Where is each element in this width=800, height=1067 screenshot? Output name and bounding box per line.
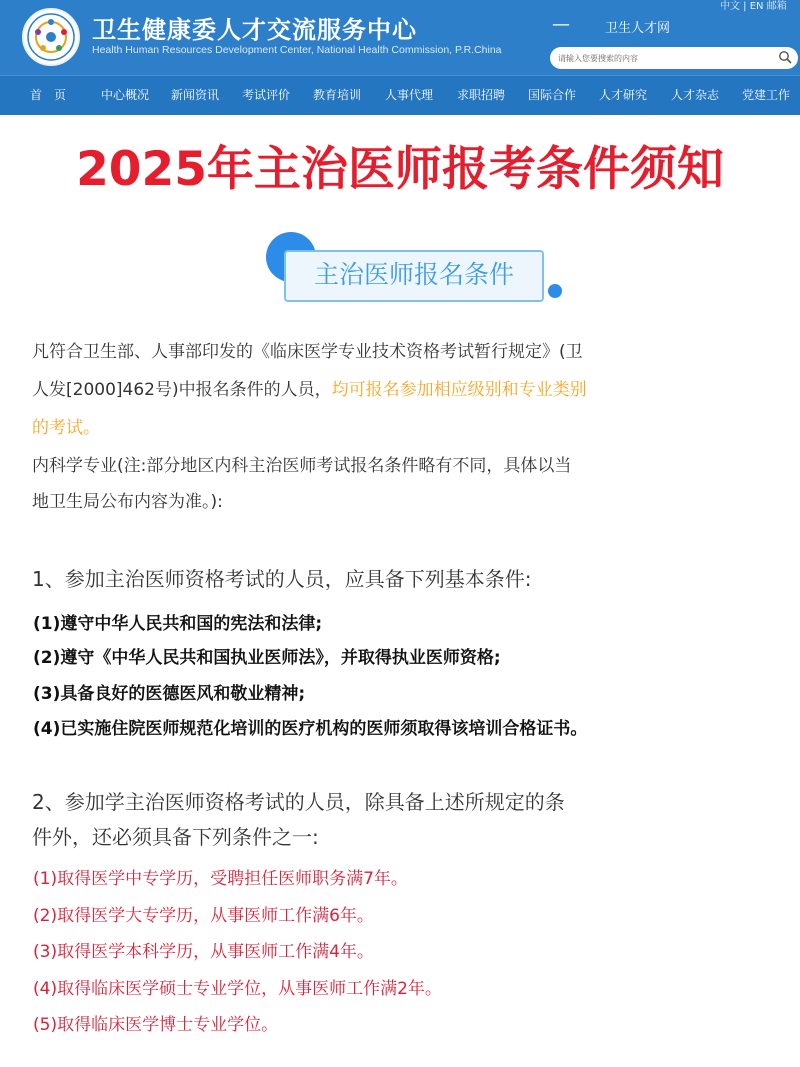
header-divider: — [552, 14, 570, 35]
nav-item-party[interactable]: 党建工作 [742, 88, 791, 102]
qualification-item: (3)取得医学本科学历，从事医师工作满4年。 [33, 942, 374, 962]
nav-item-personnel[interactable]: 人事代理 [385, 88, 434, 102]
section-2-title-line-2: 件外，还必须具备下列条件之一: [32, 825, 319, 849]
search-box [550, 47, 798, 69]
intro-highlight: 均可报名参加相应级别和专业类别 [331, 380, 587, 400]
nav-item-home[interactable]: 首 页 [30, 88, 67, 102]
main-nav [0, 75, 800, 115]
requirement-item: (1)遵守中华人民共和国的宪法和法律; [33, 614, 323, 634]
section-2-title-line-1: 2、参加学主治医师资格考试的人员，除具备上述所规定的条 [32, 790, 565, 814]
intro-line-2 [32, 378, 587, 402]
nav-item-training[interactable]: 教育培训 [313, 88, 362, 102]
nav-item-exam[interactable]: 考试评价 [242, 88, 291, 102]
language-switch[interactable]: 中文 | EN 邮箱 [720, 1, 787, 12]
qualification-item: (2)取得医学大专学历，从事医师工作满6年。 [33, 906, 374, 926]
nav-item-magazine[interactable]: 人才杂志 [671, 88, 720, 102]
emblem-icon [24, 10, 78, 64]
decorative-dot [548, 284, 562, 298]
article-title: 2025年主治医师报考条件须知 [76, 142, 724, 197]
intro-line-1: 凡符合卫生部、人事部印发的《临床医学专业技术资格考试暂行规定》(卫 [32, 342, 583, 362]
site-title: 卫生健康委人才交流服务中心 [92, 16, 417, 44]
requirement-item: (4)已实施住院医师规范化培训的医疗机构的医师须取得该培训合格证书。 [33, 719, 588, 739]
requirement-item: (3)具备良好的医德医风和敬业精神; [33, 684, 306, 704]
site-header [0, 0, 800, 75]
talent-network-link[interactable]: 卫生人才网 [605, 21, 671, 36]
site-subtitle: Health Human Resources Development Center, National Health Commission, P.R.China [92, 44, 502, 56]
qualification-item: (5)取得临床医学博士专业学位。 [33, 1015, 279, 1035]
intro-line-3: 的考试。 [32, 418, 100, 438]
nav-item-research[interactable]: 人才研究 [599, 88, 648, 102]
nav-item-about[interactable]: 中心概况 [101, 88, 150, 102]
qualification-item: (4)取得临床医学硕士专业学位，从事医师工作满2年。 [33, 979, 442, 999]
intro-text: 人发[2000]462号)中报名条件的人员， [32, 380, 332, 400]
qualification-item: (1)取得医学中专学历，受聘担任医师职务满7年。 [33, 869, 408, 889]
section-1-title: 1、参加主治医师资格考试的人员，应具备下列基本条件: [32, 567, 532, 591]
note-line-1: 内科学专业(注:部分地区内科主治医师考试报名条件略有不同，具体以当 [32, 456, 572, 476]
nav-item-international[interactable]: 国际合作 [528, 88, 577, 102]
note-line-2: 地卫生局公布内容为准。): [32, 492, 223, 512]
nav-item-news[interactable]: 新闻资讯 [171, 88, 220, 102]
search-input[interactable] [558, 50, 768, 66]
requirement-item: (2)遵守《中华人民共和国执业医师法》，并取得执业医师资格; [33, 648, 501, 668]
search-icon[interactable] [778, 50, 792, 64]
section-badge: 主治医师报名条件 [284, 250, 544, 302]
site-logo[interactable] [22, 8, 80, 66]
nav-item-jobs[interactable]: 求职招聘 [457, 88, 506, 102]
